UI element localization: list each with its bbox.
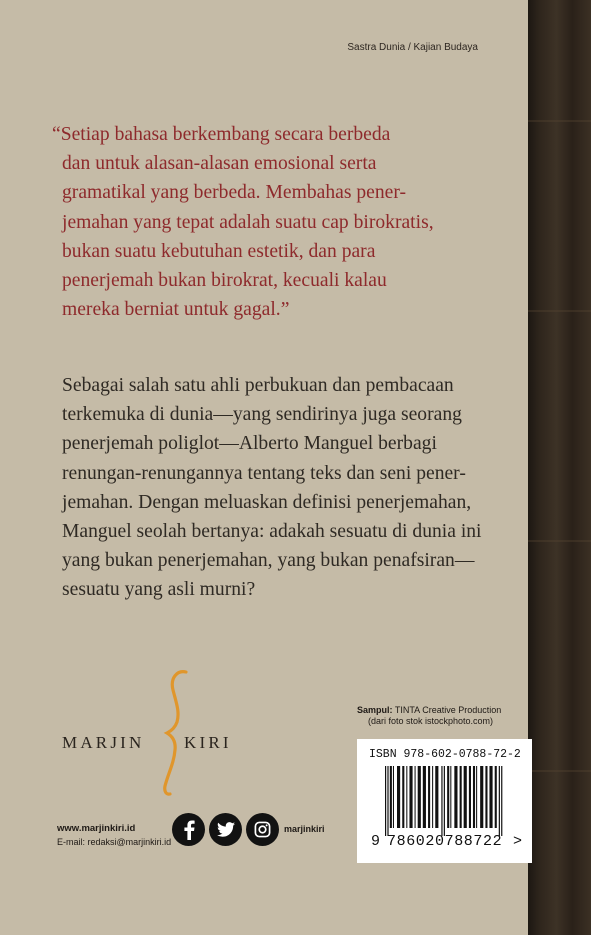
publisher-logo-left: MARJIN	[62, 733, 145, 752]
barcode-bar	[499, 766, 500, 836]
description-line: sesuatu yang asli murni?	[62, 579, 256, 601]
barcode-bar	[418, 766, 421, 828]
book-description	[62, 371, 502, 605]
barcode-bar	[469, 766, 471, 828]
description-line: terkemuka di dunia—yang sendirinya juga seorang	[62, 404, 462, 426]
barcode-bar	[476, 766, 477, 828]
barcode-bar	[454, 766, 457, 828]
cover-credit	[357, 705, 501, 727]
barcode-bar	[464, 766, 467, 828]
barcode-bar	[406, 766, 407, 828]
publisher-logo-right: KIRI	[184, 733, 232, 752]
barcode-bar	[402, 766, 404, 828]
barcode-bar	[485, 766, 487, 828]
cover-credit-value: TINTA Creative Production	[394, 705, 502, 715]
description-line: jemahan. Dengan meluaskan definisi penerjemahan,	[62, 491, 472, 513]
barcode-bar	[390, 766, 392, 828]
barcode-bar	[473, 766, 475, 828]
quote-line: mereka berniat untuk gagal.”	[62, 299, 290, 321]
description-line: Manguel seolah bertanya: adakah sesuatu di dunia ini	[62, 521, 482, 543]
barcode-bar	[387, 766, 388, 836]
social-handle: marjinkiri	[284, 824, 325, 834]
barcode-bar	[480, 766, 483, 828]
barcode-bar	[385, 766, 386, 836]
barcode-digits: 786020788722	[387, 833, 503, 850]
description-line: yang bukan penerjemahan, yang bukan penafsiran—	[62, 550, 475, 572]
cover-credit-source: (dari foto stok istockphoto.com)	[368, 716, 494, 726]
barcode-bar	[415, 766, 416, 828]
barcode-bar	[501, 766, 502, 836]
book-spine	[528, 0, 591, 935]
cover-credit-label: Sampul:	[357, 705, 393, 715]
barcode-bar	[447, 766, 449, 828]
barcode-bar	[432, 766, 433, 828]
quote-line: bukan suatu kebutuhan estetik, dan para	[62, 240, 376, 262]
barcode-bar	[423, 766, 426, 828]
category-label: Sastra Dunia / Kajian Budaya	[347, 42, 478, 53]
barcode-bar	[441, 766, 442, 836]
pull-quote	[52, 120, 492, 324]
publisher-email: E-mail: redaksi@marjinkiri.id	[57, 837, 172, 847]
barcode-bar	[397, 766, 400, 828]
barcode-arrow: >	[513, 833, 523, 850]
isbn-number: ISBN 978-602-0788-72-2	[369, 748, 521, 761]
facebook-icon	[172, 813, 205, 846]
barcode-bar	[444, 766, 445, 836]
barcode-bar	[393, 766, 394, 828]
description-line: penerjemah poliglot—Alberto Manguel berbagi	[62, 433, 437, 455]
publisher-website: www.marjinkiri.id	[57, 823, 136, 834]
barcode-bar	[460, 766, 462, 828]
barcode-bar	[409, 766, 412, 828]
barcode-bar	[450, 766, 451, 828]
quote-line: “Setiap bahasa berkembang secara berbeda	[52, 124, 391, 145]
description-line: renungan-renungannya tentang teks dan seni pener-	[62, 462, 466, 484]
quote-line: jemahan yang tepat adalah suatu cap birokratis,	[62, 211, 434, 233]
twitter-icon	[209, 813, 242, 846]
barcode-bar	[489, 766, 492, 828]
quote-line: penerjemah bukan birokrat, kecuali kalau	[62, 270, 387, 292]
quote-line: dan untuk alasan-alasan emosional serta	[62, 153, 377, 175]
quote-line: gramatikal yang berbeda. Membahas pener-	[62, 182, 406, 204]
barcode-bar	[428, 766, 430, 828]
barcode-bar	[435, 766, 438, 828]
barcode-bar	[495, 766, 497, 828]
description-line: Sebagai salah satu ahli perbukuan dan pembacaan	[62, 375, 454, 396]
isbn-barcode-box	[357, 739, 532, 863]
instagram-icon	[246, 813, 279, 846]
barcode-first-digit: 9	[371, 833, 381, 850]
